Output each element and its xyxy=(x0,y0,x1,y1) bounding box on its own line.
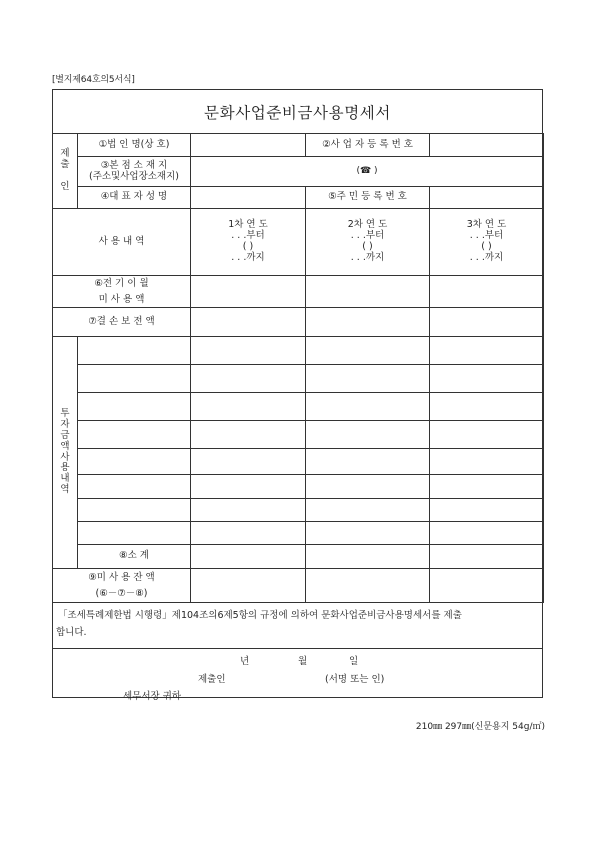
phone-field: (☎ ) xyxy=(356,166,378,177)
investment-year1-field[interactable] xyxy=(191,449,306,475)
subtotal-label: ⑧소 계 xyxy=(78,545,191,569)
carryover-year3-field[interactable] xyxy=(430,276,544,308)
investment-item-field[interactable] xyxy=(78,393,191,421)
unused-balance-label: ⑨미 사 용 잔 액 (⑥－⑦－⑧) xyxy=(53,569,191,603)
investment-item-field[interactable] xyxy=(78,337,191,365)
date-day-label: 일 xyxy=(349,656,359,667)
unused-year3-field[interactable] xyxy=(430,569,544,603)
sign-note: (서명 또는 인) xyxy=(325,674,385,685)
corp-name-label: ①법 인 명(상 호) xyxy=(78,134,191,157)
rep-name-label: ④대 표 자 성 명 xyxy=(78,187,191,209)
investment-item-field[interactable] xyxy=(78,365,191,393)
investment-year2-field[interactable] xyxy=(306,475,430,499)
submitter-sign-label: 제출인 xyxy=(198,674,226,685)
investment-year1-field[interactable] xyxy=(191,499,306,522)
form-container xyxy=(52,89,543,702)
investment-year1-field[interactable] xyxy=(191,421,306,449)
deficit-year2-field[interactable] xyxy=(306,308,430,337)
carryover-label: ⑥전 기 이 월 미 사 용 액 xyxy=(53,276,191,308)
investment-year1-field[interactable] xyxy=(191,337,306,365)
year-2-period[interactable]: 2차 연 도 . . .부터 ( ) . . .까지 xyxy=(306,209,430,276)
investment-year3-field[interactable] xyxy=(430,337,544,365)
paper-size-note: 210㎜ 297㎜(신문용지 54g/㎡) xyxy=(415,722,545,732)
investment-item-field[interactable] xyxy=(78,449,191,475)
investment-year2-field[interactable] xyxy=(306,393,430,421)
deficit-year1-field[interactable] xyxy=(191,308,306,337)
deficit-label: ⑦결 손 보 전 액 xyxy=(53,308,191,337)
rep-name-field[interactable] xyxy=(191,187,306,209)
investment-year2-field[interactable] xyxy=(306,522,430,545)
subtotal-year3-field[interactable] xyxy=(430,545,544,569)
investment-item-field[interactable] xyxy=(78,522,191,545)
biz-reg-no-label: ②사 업 자 등 록 번 호 xyxy=(306,134,430,157)
investment-year3-field[interactable] xyxy=(430,449,544,475)
usage-details-label: 사 용 내 역 xyxy=(53,209,191,276)
deficit-year3-field[interactable] xyxy=(430,308,544,337)
investment-year1-field[interactable] xyxy=(191,475,306,499)
form-number-label: [별지제64호의5서식] xyxy=(52,75,135,85)
usage-statement-table xyxy=(52,133,544,603)
investment-year3-field[interactable] xyxy=(430,522,544,545)
investment-year2-field[interactable] xyxy=(306,421,430,449)
investment-year3-field[interactable] xyxy=(430,365,544,393)
investment-year2-field[interactable] xyxy=(306,337,430,365)
hq-location-label: ③본 점 소 재 지 (주소및사업장소재지) xyxy=(78,157,191,187)
investment-item-field[interactable] xyxy=(78,421,191,449)
investment-year3-field[interactable] xyxy=(430,475,544,499)
submitter-group-label: 제 출 인 xyxy=(53,134,78,209)
subtotal-year1-field[interactable] xyxy=(191,545,306,569)
resident-no-field[interactable] xyxy=(430,187,544,209)
hq-location-field[interactable] xyxy=(191,157,544,187)
investment-year2-field[interactable] xyxy=(306,449,430,475)
addressee-label: 세무서장 귀하 xyxy=(123,691,182,702)
investment-item-field[interactable] xyxy=(78,475,191,499)
year-1-period[interactable]: 1차 연 도 . . .부터 ( ) . . .까지 xyxy=(191,209,306,276)
investment-year2-field[interactable] xyxy=(306,365,430,393)
investment-group-label: 투 자 금 액 사 용 내 역 xyxy=(53,337,78,569)
investment-year1-field[interactable] xyxy=(191,365,306,393)
biz-reg-no-field[interactable] xyxy=(430,134,544,157)
year-3-period[interactable]: 3차 연 도 . . .부터 ( ) . . .까지 xyxy=(430,209,544,276)
date-month-label: 월 xyxy=(298,656,308,667)
divider xyxy=(53,648,542,649)
declaration-text: 「조세특례제한법 시행령」제104조의6제5항의 규정에 의하여 문화사업준비금사용명세서를 제출 합니다. xyxy=(56,610,462,638)
investment-year3-field[interactable] xyxy=(430,393,544,421)
investment-year2-field[interactable] xyxy=(306,499,430,522)
corp-name-field[interactable] xyxy=(191,134,306,157)
unused-year1-field[interactable] xyxy=(191,569,306,603)
investment-year1-field[interactable] xyxy=(191,393,306,421)
carryover-year2-field[interactable] xyxy=(306,276,430,308)
investment-year3-field[interactable] xyxy=(430,421,544,449)
carryover-year1-field[interactable] xyxy=(191,276,306,308)
investment-year3-field[interactable] xyxy=(430,499,544,522)
date-year-label: 년 xyxy=(240,656,250,667)
subtotal-year2-field[interactable] xyxy=(306,545,430,569)
investment-item-field[interactable] xyxy=(78,499,191,522)
investment-year1-field[interactable] xyxy=(191,522,306,545)
unused-year2-field[interactable] xyxy=(306,569,430,603)
resident-no-label: ⑤주 민 등 록 번 호 xyxy=(306,187,430,209)
form-title: 문화사업준비금사용명세서 xyxy=(53,90,542,134)
